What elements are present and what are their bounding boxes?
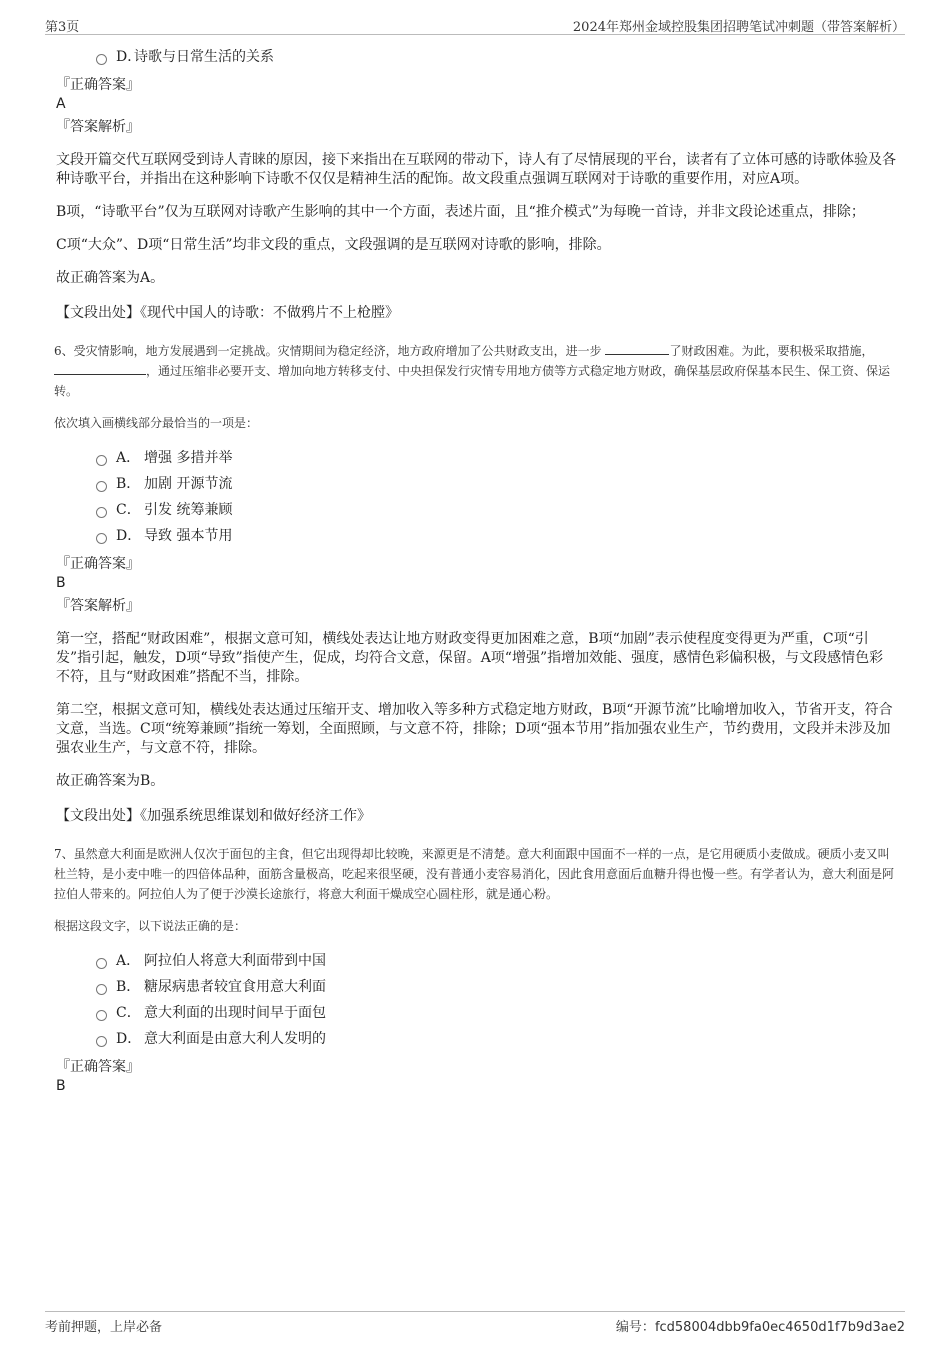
document-code: [616, 1316, 905, 1335]
q6-option-b[interactable]: [56, 473, 896, 499]
q5-explanation-para-1: 文段开篇交代互联网受到诗人青睐的原因，接下来指出在互联网的带动下，诗人有了尽情展现的平台，读者有了立体可感的诗歌体验及各种诗歌平台，并指出在这种影响下诗歌不仅仅是精神生活的配饰。故文段重点强调互联网对于诗歌的重要作用，对应A项。: [56, 152, 896, 187]
q5-explanation-label: 『答案解析』: [56, 119, 140, 135]
option-letter: D．: [116, 49, 142, 65]
option-letter: C．: [116, 502, 141, 518]
option-text: 糖尿病患者较宜食用意大利面: [144, 979, 326, 995]
radio-icon[interactable]: [96, 533, 107, 544]
code-label: 编号：: [615, 1320, 655, 1335]
q6-stem-part-2: 了财政困难。为此，要积极采取措施，: [669, 344, 874, 358]
q6-conclusion: 故正确答案为B。: [56, 773, 165, 789]
q6-stem-part-1: 6、受灾情影响，地方发展遇到一定挑战。灾情期间为稳定经济，地方政府增加了公共财政支出，进一步: [54, 344, 602, 358]
q6-stem: [54, 341, 896, 401]
radio-icon[interactable]: [96, 1036, 107, 1047]
q5-source: [56, 304, 896, 323]
q6-explanation-label: 『答案解析』: [56, 598, 140, 614]
option-letter: A．: [116, 953, 141, 969]
radio-icon[interactable]: [96, 455, 107, 466]
option-letter: D．: [116, 1031, 142, 1047]
q6-answer: B: [56, 575, 66, 591]
option-letter: C．: [116, 1005, 141, 1021]
q5-answer: A: [56, 96, 66, 112]
option-text: 阿拉伯人将意大利面带到中国: [144, 953, 326, 969]
q7-option-d[interactable]: [56, 1028, 896, 1054]
page-header: [45, 14, 905, 35]
q6-option-d[interactable]: [56, 525, 896, 551]
radio-icon[interactable]: [96, 54, 107, 65]
q7-option-b[interactable]: [56, 976, 896, 1002]
q5-correct-answer-label: 『正确答案』: [56, 77, 140, 93]
footer-slogan: 考前押题，上岸必备: [45, 1320, 163, 1335]
q7-option-a[interactable]: [56, 950, 896, 976]
document-title: 2024年郑州金域控股集团招聘笔试冲刺题（带答案解析）: [572, 20, 905, 35]
q5-conclusion: 故正确答案为A。: [56, 270, 165, 286]
document-body: [56, 46, 896, 1096]
q6-option-a[interactable]: [56, 447, 896, 473]
source-label: 【文段出处】: [56, 808, 140, 824]
q7-prompt: 根据这段文字，以下说法正确的是：: [54, 919, 247, 933]
q6-source: [56, 807, 896, 826]
q7-correct-answer-label: 『正确答案』: [56, 1059, 140, 1075]
page-number: 第3页: [45, 20, 80, 35]
q7-option-c[interactable]: [56, 1002, 896, 1028]
option-text: 加剧 开源节流: [144, 476, 233, 492]
q5-explanation-para-3: C项“大众”、D项“日常生活”均非文段的重点，文段强调的是互联网对诗歌的影响，排除。: [56, 237, 611, 253]
q6-blank-2: [54, 362, 146, 375]
radio-icon[interactable]: [96, 481, 107, 492]
source-title: 《现代中国人的诗歌：不做鸦片不上枪膛》: [140, 305, 399, 321]
q6-explanation-para-1: 第一空，搭配“财政困难”，根据文意可知，横线处表达让地方财政变得更加困难之意，B项“加剧”表示使程度变得更为严重，C项“引发”指引起，触发，D项“导致”指使产生，促成，均符合文意，保留。A项“增强”指增加效能、强度，感情色彩偏积极，与文段感情色彩不符，且与“财政困难”搭配不当，排除。: [56, 631, 884, 685]
radio-icon[interactable]: [96, 984, 107, 995]
radio-icon[interactable]: [96, 1010, 107, 1021]
option-text: 意大利面是由意大利人发明的: [144, 1031, 326, 1047]
page-footer: [45, 1311, 905, 1336]
q6-explanation-para-2: 第二空，根据文意可知，横线处表达通过压缩开支、增加收入等多种方式稳定地方财政，B项“开源节流”比喻增加收入，节省开支，符合文意，当选。C项“统筹兼顾”指统一筹划，全面照顾，与文意不符，排除；D项“强本节用”指加强农业生产，节约费用，文段并未涉及加强农业生产，与文意不符，排除。: [56, 702, 893, 756]
option-text: 导致 强本节用: [144, 528, 233, 544]
q6-prompt: 依次填入画横线部分最恰当的一项是：: [54, 416, 259, 430]
q5-option-d[interactable]: [56, 46, 896, 72]
code-value: fcd58004dbb9fa0ec4650d1f7b9d3ae2: [654, 1320, 905, 1335]
source-label: 【文段出处】: [56, 305, 140, 321]
q6-blank-1: [605, 342, 669, 355]
q6-option-c[interactable]: [56, 499, 896, 525]
q6-correct-answer-label: 『正确答案』: [56, 556, 140, 572]
q7-answer: B: [56, 1078, 66, 1094]
q5-explanation-para-2: B项，“诗歌平台”仅为互联网对诗歌产生影响的其中一个方面，表述片面，且“推介模式”为每晚一首诗，并非文段论述重点，排除；: [56, 204, 865, 220]
option-letter: B．: [116, 979, 141, 995]
source-title: 《加强系统思维谋划和做好经济工作》: [140, 808, 371, 824]
option-text: 增强 多措并举: [144, 450, 233, 466]
q7-stem: 7、虽然意大利面是欧洲人仅次于面包的主食，但它出现得却比较晚，来源更是不清楚。意大利面跟中国面不一样的一点，是它用硬质小麦做成。硬质小麦又叫杜兰特，是小麦中唯一的四倍体品种，面筋含量极高，吃起来很坚硬，没有普通小麦容易消化，因此食用意面后血糖升得也慢一些。有学者认为，意大利面是阿拉伯人带来的。阿拉伯人为了便于沙漠长途旅行，将意大利面干燥成空心圆柱形，就是通心粉。: [54, 847, 895, 901]
option-letter: B．: [116, 476, 141, 492]
option-text: 引发 统筹兼顾: [144, 502, 233, 518]
radio-icon[interactable]: [96, 507, 107, 518]
radio-icon[interactable]: [96, 958, 107, 969]
q6-stem-part-3: ，通过压缩非必要开支、增加向地方转移支付、中央担保发行灾情专用地方债等方式稳定地方财政，确保基层政府保基本民生、保工资、保运转。: [54, 364, 891, 398]
option-letter: D．: [116, 528, 142, 544]
option-text: 意大利面的出现时间早于面包: [144, 1005, 326, 1021]
option-text: 诗歌与日常生活的关系: [134, 49, 274, 65]
option-letter: A．: [116, 450, 141, 466]
